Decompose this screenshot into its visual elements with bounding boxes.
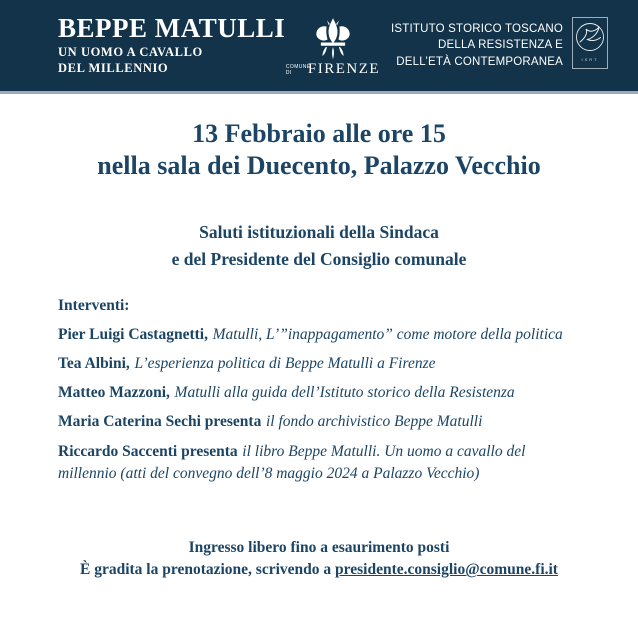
talk-title: Matulli, L’”inappagamento” come motore della politica bbox=[212, 325, 563, 343]
talk-title: Matulli alla guida dell’Istituto storico della Resistenza bbox=[174, 384, 515, 402]
speaker-entry bbox=[58, 382, 580, 404]
institutional-greetings bbox=[0, 219, 638, 272]
event-location-line: nella sala dei Duecento, Palazzo Vecchio bbox=[97, 151, 541, 181]
speaker-name: Maria Caterina Sechi presenta bbox=[58, 413, 262, 431]
event-subtitle-line2: DEL MILLENNIO bbox=[58, 60, 169, 75]
comune-firenze-wordmark bbox=[286, 61, 380, 78]
comune-firenze-logo bbox=[286, 17, 380, 78]
reservation-text: È gradita la prenotazione, scrivendo a bbox=[80, 561, 336, 579]
event-date-line: 13 Febbraio alle ore 15 bbox=[192, 119, 446, 148]
istituto-storico-block bbox=[380, 17, 608, 74]
admission-info bbox=[0, 537, 638, 582]
top-banner bbox=[0, 0, 638, 94]
event-subtitle-line1: UN UOMO A CAVALLO bbox=[58, 45, 203, 60]
greetings-line1: Saluti istituzionali della Sindaca bbox=[199, 222, 439, 243]
event-date-location-title bbox=[0, 118, 638, 182]
reservation-email-link[interactable]: presidente.consiglio@comune.fi.it bbox=[335, 561, 558, 579]
isrt-bird-logo-icon bbox=[572, 17, 608, 74]
speaker-name: Matteo Mazzoni, bbox=[58, 384, 170, 402]
talk-title: L’esperienza politica di Beppe Matulli a Firenze bbox=[134, 355, 436, 373]
speakers-section bbox=[0, 297, 638, 485]
greetings-line2: e del Presidente del Consiglio comunale bbox=[171, 248, 467, 269]
event-brand bbox=[58, 15, 286, 76]
istituto-line3: DELL’ETÀ CONTEMPORANEA bbox=[396, 55, 564, 68]
speaker-name: Riccardo Saccenti presenta bbox=[58, 442, 238, 460]
istituto-line1: ISTITUTO STORICO TOSCANO bbox=[391, 23, 564, 36]
speaker-entry bbox=[58, 353, 580, 375]
speakers-section-label: Interventi: bbox=[58, 296, 130, 314]
speaker-name: Pier Luigi Castagnetti, bbox=[58, 325, 208, 343]
firenze-label: FIRENZE bbox=[307, 61, 381, 77]
talk-title: il libro Beppe Matulli. Un uomo a cavallo del millennio (atti del convegno dell’8 maggio 2024 a Palazzo Vecchio) bbox=[58, 442, 526, 482]
poster-body bbox=[0, 118, 638, 582]
speaker-name: Tea Albini, bbox=[58, 355, 130, 373]
event-name: BEPPE MATULLI bbox=[58, 13, 286, 44]
speaker-entry bbox=[58, 441, 580, 485]
free-admission-line: Ingresso libero fino a esaurimento posti bbox=[188, 538, 450, 556]
comune-di-caption: COMUNE DI bbox=[285, 64, 311, 76]
speaker-entry bbox=[58, 411, 580, 433]
reservation-line bbox=[0, 559, 638, 581]
isrt-logo-caption: ISRT bbox=[581, 57, 599, 62]
istituto-line2: DELLA RESISTENZA E bbox=[437, 39, 564, 52]
talk-title: il fondo archivistico Beppe Matulli bbox=[265, 413, 483, 431]
speaker-entry bbox=[58, 324, 580, 346]
istituto-storico-name bbox=[391, 21, 563, 69]
